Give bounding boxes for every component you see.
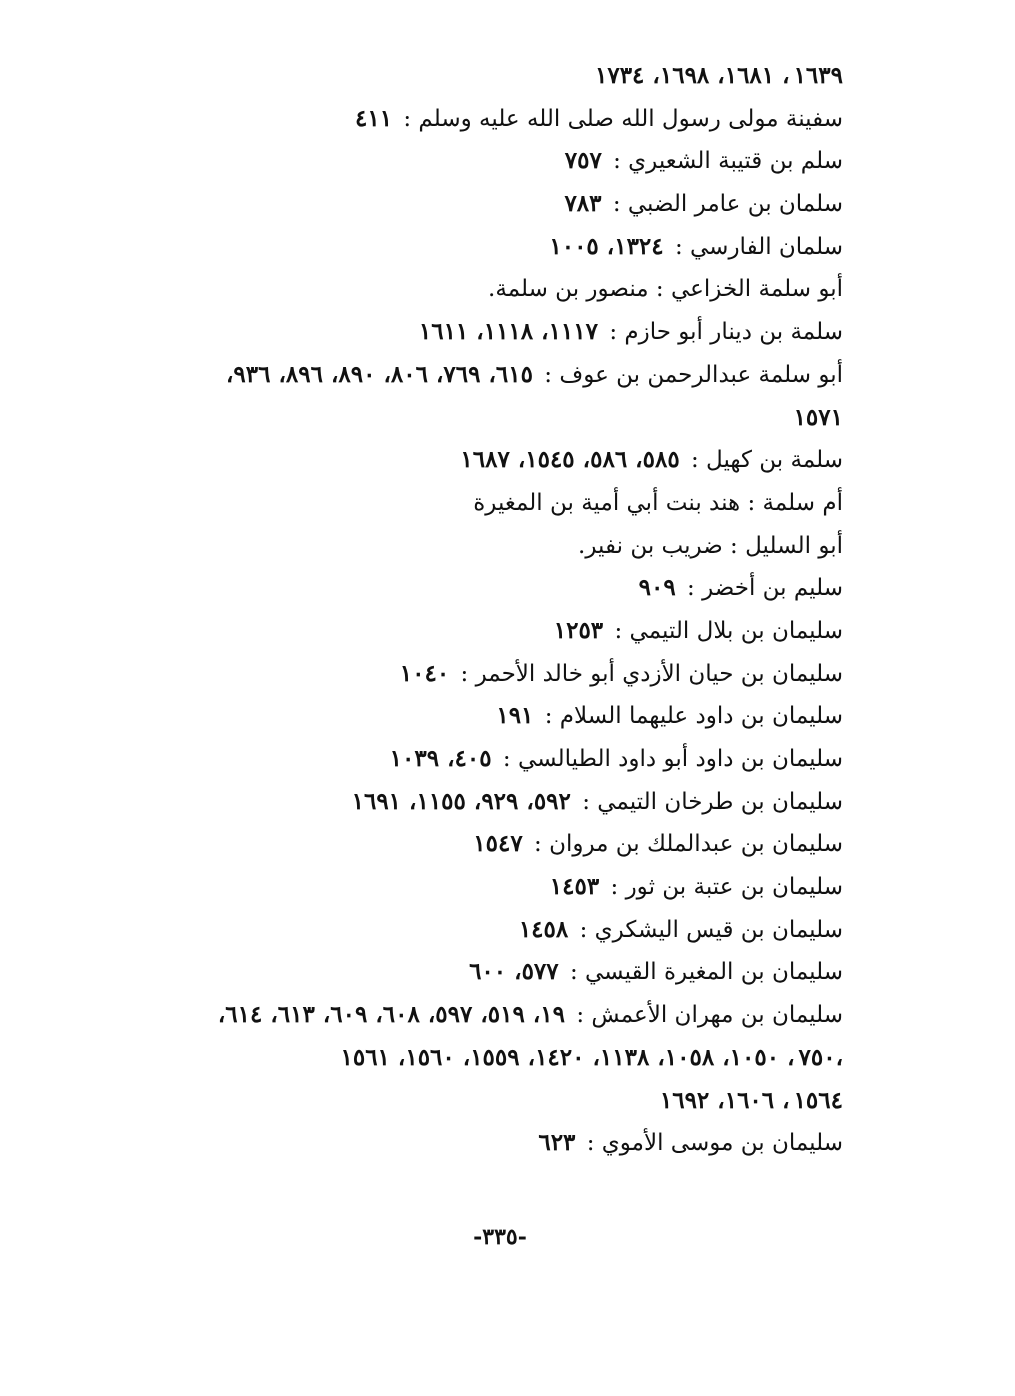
entry-name: سلمان بن عامر الضبي : <box>612 191 843 218</box>
entry-page-refs: ٤١١ <box>355 104 393 132</box>
entry-name: سليمان بن حيان الأزدي أبو خالد الأحمر : <box>460 660 843 687</box>
index-entry <box>133 738 843 781</box>
entry-page-refs: ٥٨٥، ٥٨٦، ١٥٤٥، ١٦٨٧ <box>460 446 680 474</box>
entry-name: سليمان بن مهران الأعمش : <box>576 1002 843 1029</box>
entry-page-refs: ١٥٤٧ <box>473 830 523 858</box>
entry-page-refs: ٦١٥، ٧٦٩، ٨٠٦، ٨٩٠، ٨٩٦، ٩٣٦، <box>225 360 533 388</box>
entry-page-refs: ٧٥٠، ١٠٥٠، ١٠٥٨، ١١٣٨، ١٤٢٠، ١٥٥٩، ١٥٦٠، ١٥٦١، <box>340 1043 843 1071</box>
entry-name: سليم بن أخضر : <box>687 575 843 602</box>
entry-name: سليمان بن المغيرة القيسي : <box>569 959 843 986</box>
index-entry <box>133 653 843 696</box>
entry-page-refs: ١٤٥٨ <box>518 915 569 943</box>
index-entry <box>133 140 843 183</box>
entry-name: سليمان بن داود عليهما السلام : <box>544 703 843 730</box>
entry-name: سليمان بن موسى الأموي : <box>586 1130 843 1157</box>
index-entry <box>133 951 843 994</box>
entry-name: سليمان بن بلال التيمي : <box>614 617 843 644</box>
entry-name: سلمان الفارسي : <box>674 233 843 260</box>
index-entry <box>133 525 843 568</box>
index-entry <box>133 610 843 653</box>
index-entry <box>133 268 843 311</box>
index-entry <box>133 1037 843 1080</box>
index-entry <box>133 994 843 1037</box>
index-entry <box>133 439 843 482</box>
entry-page-refs: ١٥٧١ <box>793 403 843 431</box>
index-entry <box>133 909 843 952</box>
entry-page-refs: ٩٠٩ <box>638 574 676 602</box>
index-entry <box>133 866 843 909</box>
entry-name: سلمة بن كهيل : <box>690 447 843 474</box>
index-entry <box>133 567 843 610</box>
entry-name: سليمان بن قيس اليشكري : <box>579 916 843 943</box>
entry-page-refs: ١٠٤٠ <box>399 659 450 687</box>
index-entry <box>133 823 843 866</box>
index-entry <box>133 311 843 354</box>
page-number: -٣٣٥- <box>473 1224 527 1250</box>
entry-name: أم سلمة : هند بنت أبي أمية بن المغيرة <box>473 489 843 516</box>
entry-name: أبو سلمة الخزاعي : منصور بن سلمة. <box>488 276 843 303</box>
entry-name: أبو سلمة عبدالرحمن بن عوف : <box>544 361 843 388</box>
entry-page-refs: ١٩، ٥١٩، ٥٩٧، ٦٠٨، ٦٠٩، ٦١٣، ٦١٤، <box>217 1001 566 1029</box>
index-entry <box>133 98 843 141</box>
index-entry <box>133 781 843 824</box>
entry-name: سليمان بن داود أبو داود الطيالسي : <box>502 746 843 772</box>
entry-name: أبو السليل : ضريب بن نفير. <box>578 532 843 559</box>
entry-page-refs: ١١١٧، ١١١٨، ١٦١١ <box>418 318 598 346</box>
entry-page-refs: ٥٩٢، ٩٢٩، ١١٥٥، ١٦٩١ <box>351 787 571 815</box>
index-entry <box>133 226 843 269</box>
name-index-list <box>133 55 843 1165</box>
index-entry <box>133 695 843 738</box>
entry-name: سليمان بن عبدالملك بن مروان : <box>534 831 843 858</box>
index-entry <box>133 354 843 397</box>
entry-name: سفينة مولى رسول الله صلى الله عليه وسلم : <box>403 105 843 132</box>
entry-page-refs: ١٢٥٣ <box>553 616 604 644</box>
entry-page-refs: ١٩١ <box>496 702 534 730</box>
index-entry <box>133 482 843 525</box>
index-entry <box>133 183 843 226</box>
index-entry <box>133 397 843 440</box>
entry-page-refs: ٧٥٧ <box>564 147 602 175</box>
entry-page-refs: ٦٢٣ <box>538 1129 576 1157</box>
index-entry <box>133 1080 843 1123</box>
entry-page-refs: ١٣٢٤، ١٠٠٥ <box>549 232 664 260</box>
entry-name: سليمان بن عتبة بن ثور : <box>610 874 843 901</box>
entry-page-refs: ١٦٣٩، ١٦٨١، ١٦٩٨، ١٧٣٤ <box>595 62 843 89</box>
entry-name: سليمان بن طرخان التيمي : <box>582 788 843 815</box>
entry-page-refs: ١٥٦٤، ١٦٠٦، ١٦٩٢ <box>659 1086 843 1114</box>
entry-name: سلمة بن دينار أبو حازم : <box>609 319 843 346</box>
index-entry <box>133 1122 843 1165</box>
entry-page-refs: ١٤٥٣ <box>549 873 600 901</box>
index-entry <box>133 55 843 98</box>
entry-page-refs: ٥٧٧، ٦٠٠ <box>469 958 559 986</box>
entry-page-refs: ٤٠٥، ١٠٣٩ <box>389 745 492 772</box>
entry-page-refs: ٧٨٣ <box>564 190 602 218</box>
entry-name: سلم بن قتيبة الشعيري : <box>613 148 843 175</box>
